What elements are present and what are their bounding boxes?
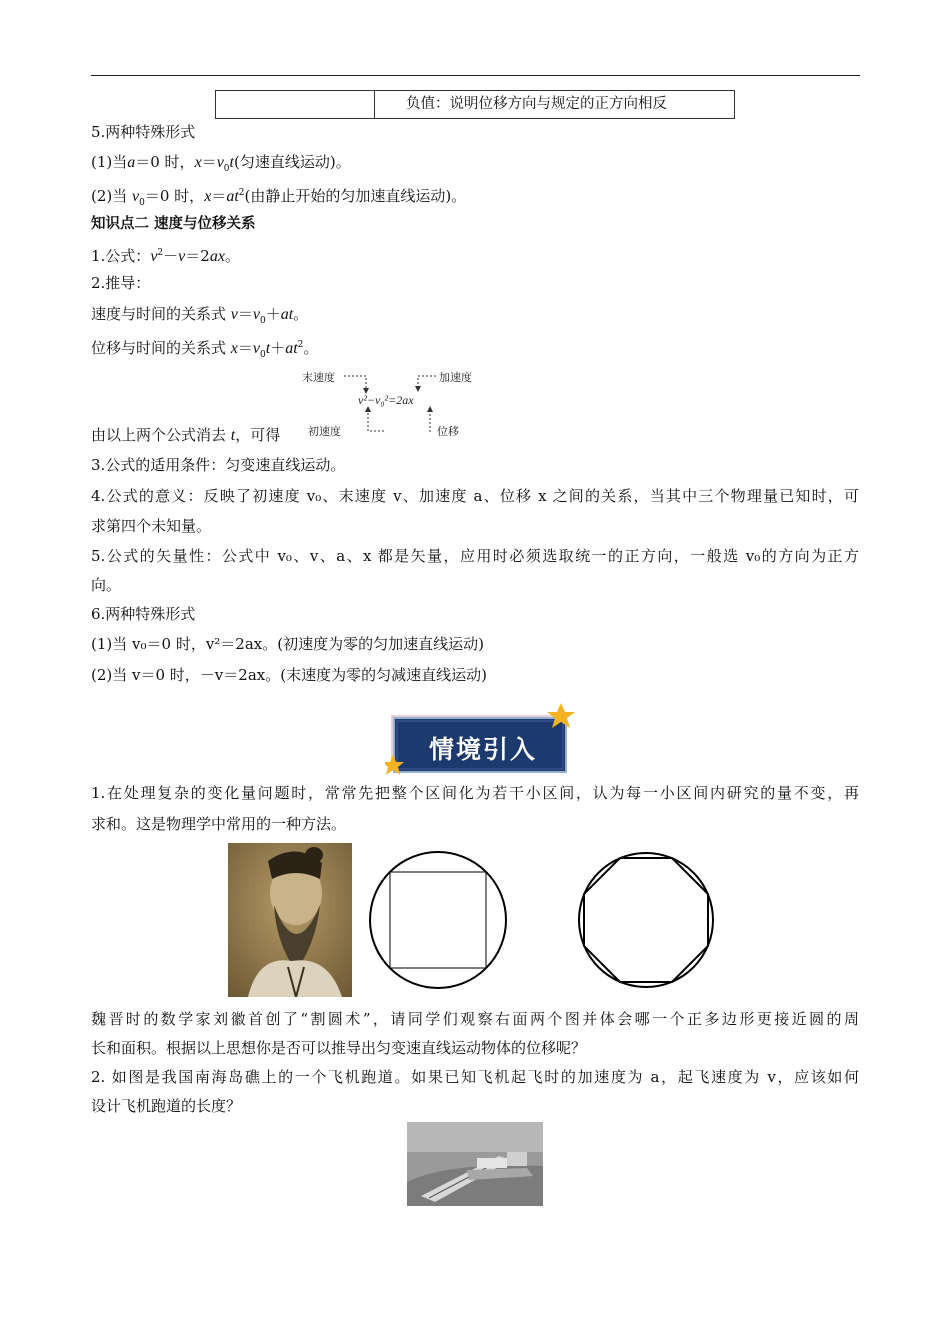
velocity-time-relation: 速度与时间的关系式 $v=v_0+at$。 (91, 305, 309, 326)
table-row (215, 90, 735, 119)
derivation-heading: 2.推导： (91, 274, 151, 292)
formula-meaning-2: 求第四个未知量。 (91, 517, 212, 535)
vector-property-2: 向。 (91, 576, 122, 594)
scene-intro-banner (385, 703, 580, 783)
table-cell-negative: 负值：说明位移方向与规定的正方向相反 (406, 96, 667, 112)
table-cell-empty (216, 91, 375, 118)
formula-meaning-1: 4.公式的意义：反映了初速度 v₀、末速度 v、加速度 a、位移 x 之间的关系，当其中三个物理量已知时，可 (91, 487, 859, 505)
circle-inscribed-square (368, 850, 508, 990)
island-runway-photo (407, 1122, 543, 1206)
special-form-1: (1)当a＝0 时，$x=v_0t$(匀速直线运动)。 (91, 153, 351, 174)
banner-title: 情境引入 (429, 735, 538, 764)
special-forms-heading-2: 6.两种特殊形式 (91, 605, 196, 623)
displacement-label: 位移 (437, 425, 459, 438)
eliminate-t-line: 由以上两个公式消去 t，可得 (91, 426, 281, 444)
liu-hui-text-1: 魏晋时的数学家刘徽首创了“割圆术”，请同学们观察右面两个图并体会哪一个正多边形更接近圆的周 (91, 1010, 859, 1028)
scene-q2-line1: 2. 如图是我国南海岛礁上的一个飞机跑道。如果已知飞机起飞时的加速度为 a，起飞速度为 v，应该如何 (91, 1068, 859, 1086)
displacement-time-relation: 位移与时间的关系式 $x=v_0t+at^2$。 (91, 339, 319, 360)
liu-hui-text-2: 长和面积。根据以上思想你是否可以推导出匀变速直线运动物体的位移呢？ (91, 1039, 587, 1057)
acceleration-label: 加速度 (439, 371, 472, 384)
scene-q2-line2: 设计飞机跑道的长度？ (91, 1097, 242, 1115)
special-case-1: (1)当 v₀＝0 时，v²＝2ax。(初速度为零的匀加速直线运动) (91, 635, 484, 653)
scene-q1-line1: 1.在处理复杂的变化量问题时，常常先把整个区间化为若干小区间，认为每一小区间内研究的量不变，再 (91, 784, 859, 802)
formula-line: 1.公式：$v^2-v=2ax$。 (91, 247, 240, 265)
vector-property-1: 5.公式的矢量性：公式中 v₀、v、a、x 都是矢量，应用时必须选取统一的正方向，一般选 v₀的方向为正方 (91, 547, 859, 565)
circle-inscribed-octagon (576, 850, 716, 990)
special-form-2: (2)当 $v_0=0$ 时，$x=at^2$(由静止开始的匀加速直线运动)。 (91, 187, 467, 208)
initial-speed-label: 初速度 (308, 425, 341, 438)
applicable-condition: 3.公式的适用条件：匀变速直线运动。 (91, 456, 346, 474)
final-speed-label: 末速度 (302, 371, 335, 384)
scene-q1-line2: 求和。这是物理学中常用的一种方法。 (91, 815, 347, 833)
special-forms-heading-1: 5.两种特殊形式 (91, 123, 196, 141)
formula-diagram (300, 364, 485, 440)
header-rule (91, 75, 860, 76)
liu-hui-portrait (228, 843, 352, 997)
special-case-2: (2)当 v＝0 时，－v＝2ax。(末速度为零的匀减速直线运动) (91, 666, 487, 684)
knowledge-point-2-title: 知识点二 速度与位移关系 (91, 216, 256, 232)
formula-text: v²−v₀²=2ax (358, 393, 414, 407)
